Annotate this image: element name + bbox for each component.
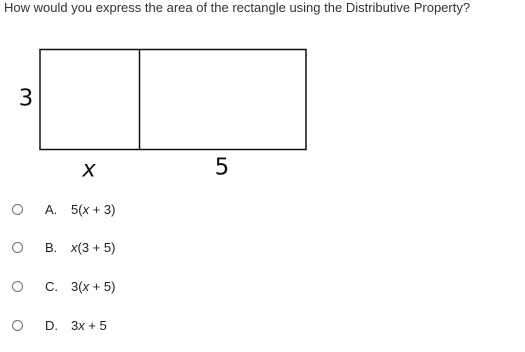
left-width-label: x <box>82 156 96 183</box>
radio-button[interactable] <box>12 204 23 215</box>
right-width-label: 5 <box>214 154 230 181</box>
option-d[interactable] <box>12 315 107 335</box>
option-text: 3x + 5 <box>71 317 107 333</box>
option-letter: C. <box>45 278 58 294</box>
radio-button[interactable] <box>12 281 23 292</box>
option-c[interactable] <box>12 276 115 296</box>
option-text: 3(x + 5) <box>71 278 116 294</box>
option-letter: A. <box>45 201 58 217</box>
option-text: 5(x + 3) <box>71 201 116 217</box>
question-text: How would you express the area of the rectangle using the Distributive Property? <box>4 0 471 15</box>
option-letter: B. <box>45 239 58 255</box>
option-b[interactable] <box>12 237 115 257</box>
option-letter: D. <box>45 317 58 333</box>
radio-button[interactable] <box>12 320 23 331</box>
option-a[interactable] <box>12 199 115 219</box>
radio-button[interactable] <box>12 242 23 253</box>
height-label: 3 <box>18 85 34 112</box>
option-text: x(3 + 5) <box>71 239 116 255</box>
